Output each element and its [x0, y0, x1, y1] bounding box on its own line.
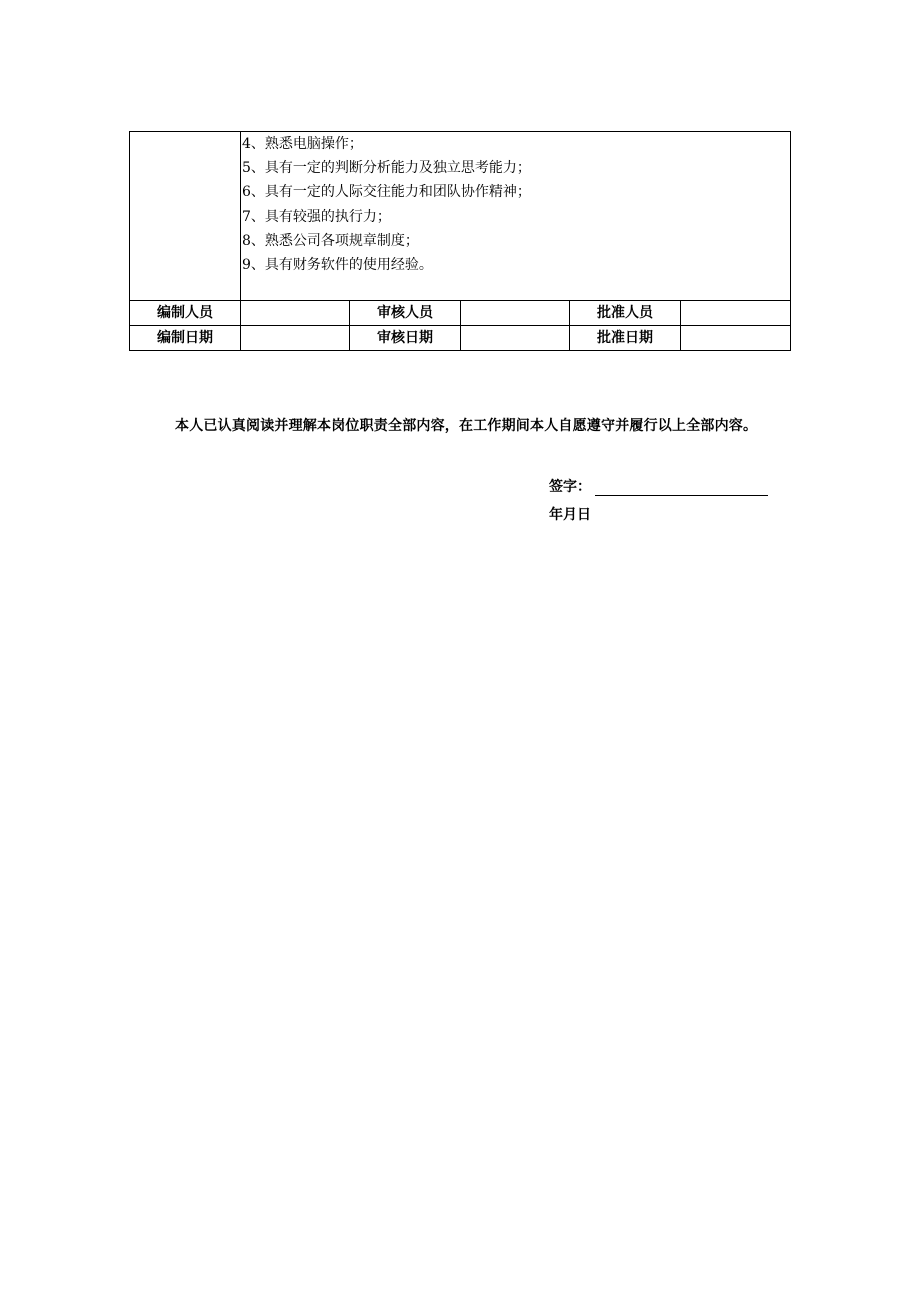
- reviewed-date-label: 审核日期: [350, 326, 461, 351]
- signature-label: 签字：: [549, 479, 591, 495]
- requirement-item: 4、熟悉电脑操作；: [242, 136, 363, 152]
- compiled-date-label: 编制日期: [130, 326, 241, 351]
- approval-person-row: [130, 301, 791, 326]
- signature-block: [549, 474, 768, 526]
- reviewed-by-label: 审核人员: [350, 301, 461, 326]
- approved-by-field[interactable]: [681, 301, 791, 326]
- approved-date-label: 批准日期: [570, 326, 681, 351]
- approved-by-label: 批准人员: [570, 301, 681, 326]
- requirement-item: 9、具有财务软件的使用经验。: [242, 256, 433, 273]
- signature-line: [549, 474, 768, 496]
- compiled-date-field[interactable]: [241, 326, 350, 351]
- acknowledgement-statement: 本人已认真阅读并理解本岗位职责全部内容，在工作期间本人自愿遵守并履行以上全部内容。: [175, 418, 758, 434]
- requirement-item: 7、具有较强的执行力；: [242, 208, 391, 225]
- approval-date-row: [130, 326, 791, 351]
- approved-date-field[interactable]: [681, 326, 791, 351]
- requirement-item: 6、具有一定的人际交往能力和团队协作精神；: [242, 184, 531, 201]
- signature-date: 年月日: [549, 507, 591, 523]
- job-description-table: [129, 131, 791, 351]
- compiled-by-label: 编制人员: [130, 301, 241, 326]
- compiled-by-field[interactable]: [241, 301, 350, 326]
- requirement-item: 8、熟悉公司各项规章制度；: [242, 232, 419, 249]
- requirements-row: [130, 132, 791, 301]
- reviewed-by-field[interactable]: [461, 301, 570, 326]
- reviewed-date-field[interactable]: [461, 326, 570, 351]
- requirements-cell: [241, 132, 791, 301]
- requirements-label-cell: [130, 132, 241, 301]
- requirement-item: 5、具有一定的判断分析能力及独立思考能力；: [242, 160, 531, 177]
- signature-field[interactable]: [595, 479, 768, 496]
